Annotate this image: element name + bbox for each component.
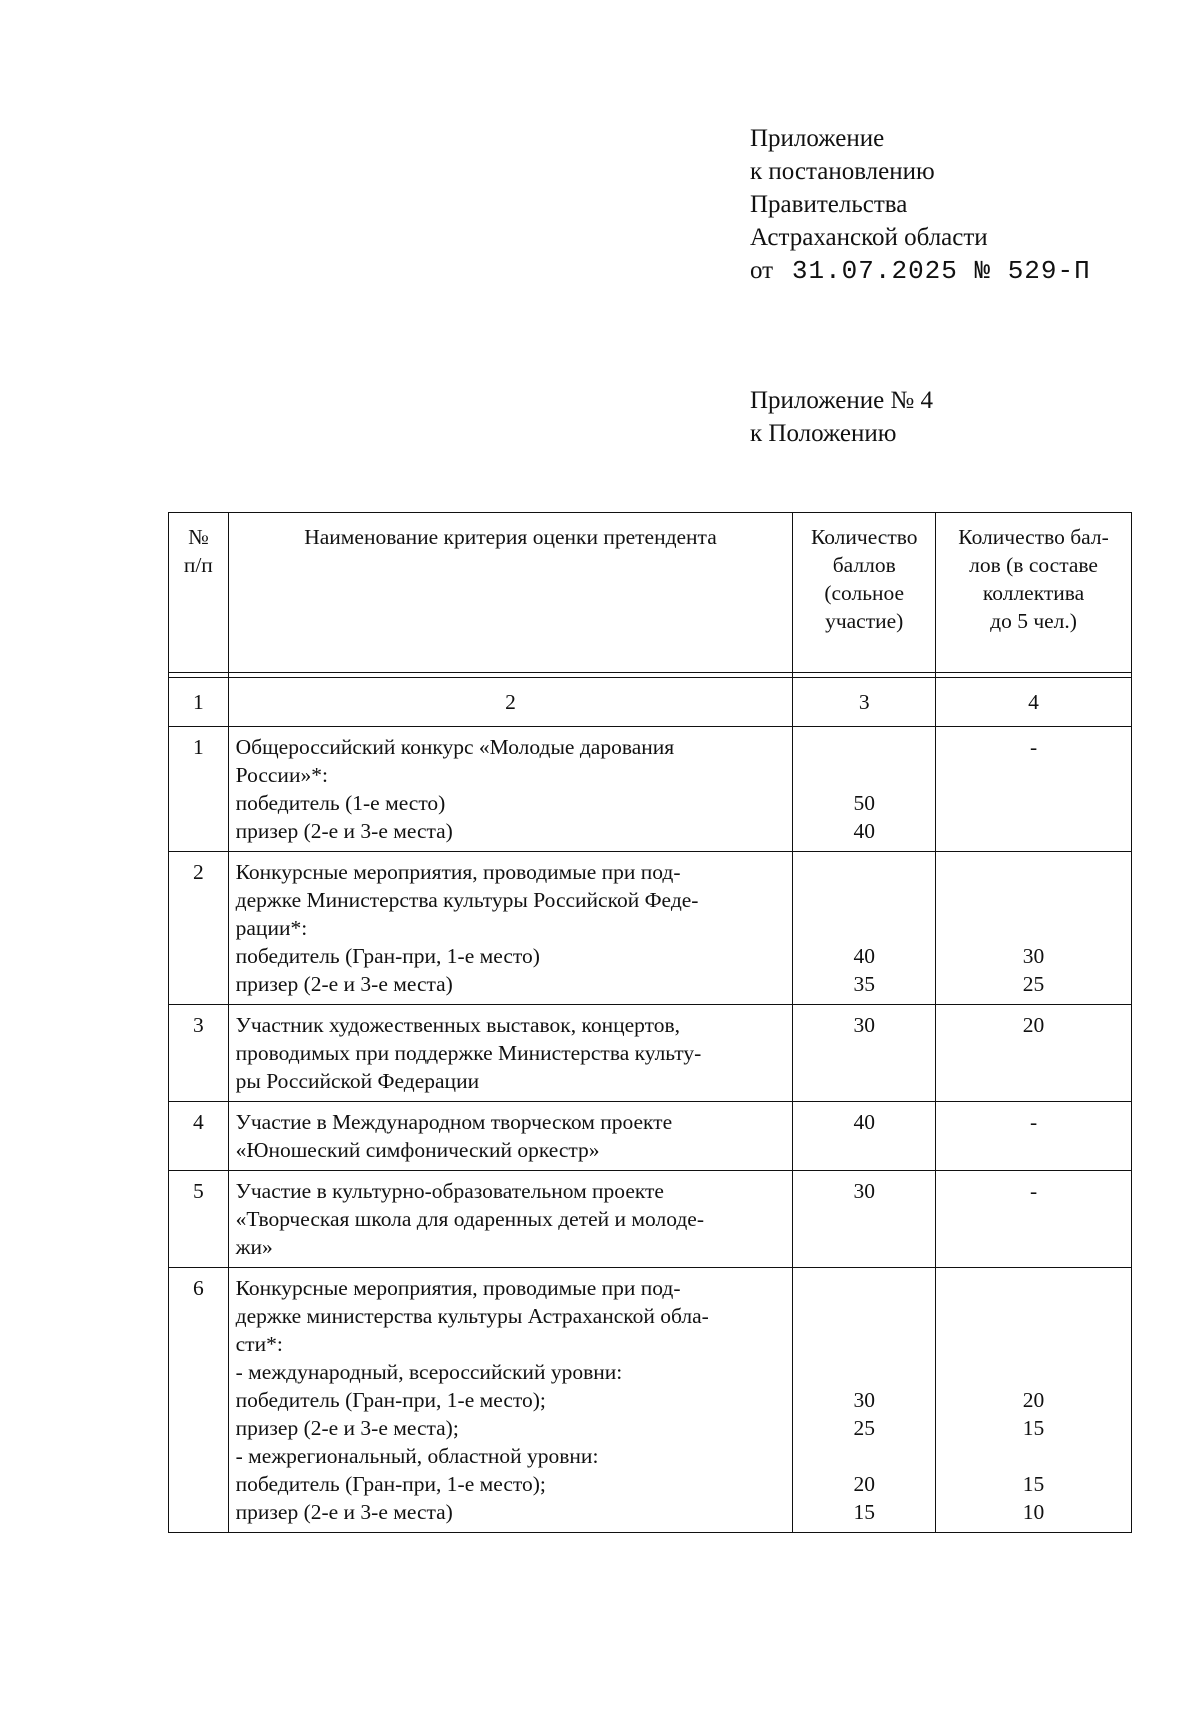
table-row [169,1005,1132,1102]
team-points: - [936,727,1132,852]
solo-points: 30 25 20 15 [793,1268,936,1533]
table-row [169,1102,1132,1171]
criteria-table [168,512,1132,1533]
table-header-row [169,513,1132,673]
row-number: 3 [169,1005,229,1102]
team-points: - [936,1171,1132,1268]
column-number: 1 [169,678,229,727]
header-team: Количество бал- лов (в составе коллектива до 5 чел.) [936,513,1132,673]
column-number-row [169,678,1132,727]
annex-line: Правительства [750,191,908,218]
criterion-name: Участие в Международном творческом проекте «Юношеский симфонический оркестр» [228,1102,793,1171]
row-number: 4 [169,1102,229,1171]
row-number: 2 [169,852,229,1005]
criterion-name: Общероссийский конкурс «Молодые дарования России»*: победитель (1-е место) призер (2-е и 3-е места) [228,727,793,852]
annex-line: Астраханской области [750,224,988,251]
table-row [169,1268,1132,1533]
team-points: - [936,1102,1132,1171]
criterion-name: Участие в культурно-образовательном проекте «Творческая школа для одаренных детей и молоде- жи» [228,1171,793,1268]
table-row [169,1171,1132,1268]
header-solo: Количество баллов (сольное участие) [793,513,936,673]
team-points: 20 [936,1005,1132,1102]
solo-points: 30 [793,1005,936,1102]
table-row [169,852,1132,1005]
reference-line: Приложение № 4 [750,387,934,414]
criterion-name: Участник художественных выставок, концертов, проводимых при поддержке Министерства культу- ры Российской Федерации [228,1005,793,1102]
solo-points: 40 35 [793,852,936,1005]
annex-header [750,122,1091,288]
criterion-name: Конкурсные мероприятия, проводимые при под- держке Министерства культуры Российской Феде- рации*: победитель (Гран-при, 1-е место) призер (2-е и 3-е места) [228,852,793,1005]
annex-line: Приложение [750,125,885,152]
team-points: 20 15 15 10 [936,1268,1132,1533]
row-number: 5 [169,1171,229,1268]
regulation-reference [750,384,933,450]
team-points: 30 25 [936,852,1132,1005]
column-number: 3 [793,678,936,727]
date-number: 31.07.2025 № 529-П [791,256,1091,286]
annex-date-line [750,254,1091,288]
annex-line: к постановлению [750,158,935,185]
solo-points: 40 [793,1102,936,1171]
criteria-rows [169,727,1132,1533]
column-number: 4 [936,678,1132,727]
criterion-name: Конкурсные мероприятия, проводимые при под- держке министерства культуры Астраханской обла- сти*: - международный, всероссийский уровни: победитель (Гран-при, 1-е место); призер (2-е и 3-е места); - межрегиональный, областной уровни: победитель (Гран-при, 1-е место); призер (2-е и 3-е места) [228,1268,793,1533]
solo-points: 30 [793,1171,936,1268]
column-number: 2 [228,678,793,727]
row-number: 6 [169,1268,229,1533]
header-num: № п/п [169,513,229,673]
header-name: Наименование критерия оценки претендента [228,513,793,673]
table-row [169,727,1132,852]
date-prefix: от [750,257,774,284]
reference-line: к Положению [750,420,897,447]
row-number: 1 [169,727,229,852]
solo-points: 50 40 [793,727,936,852]
